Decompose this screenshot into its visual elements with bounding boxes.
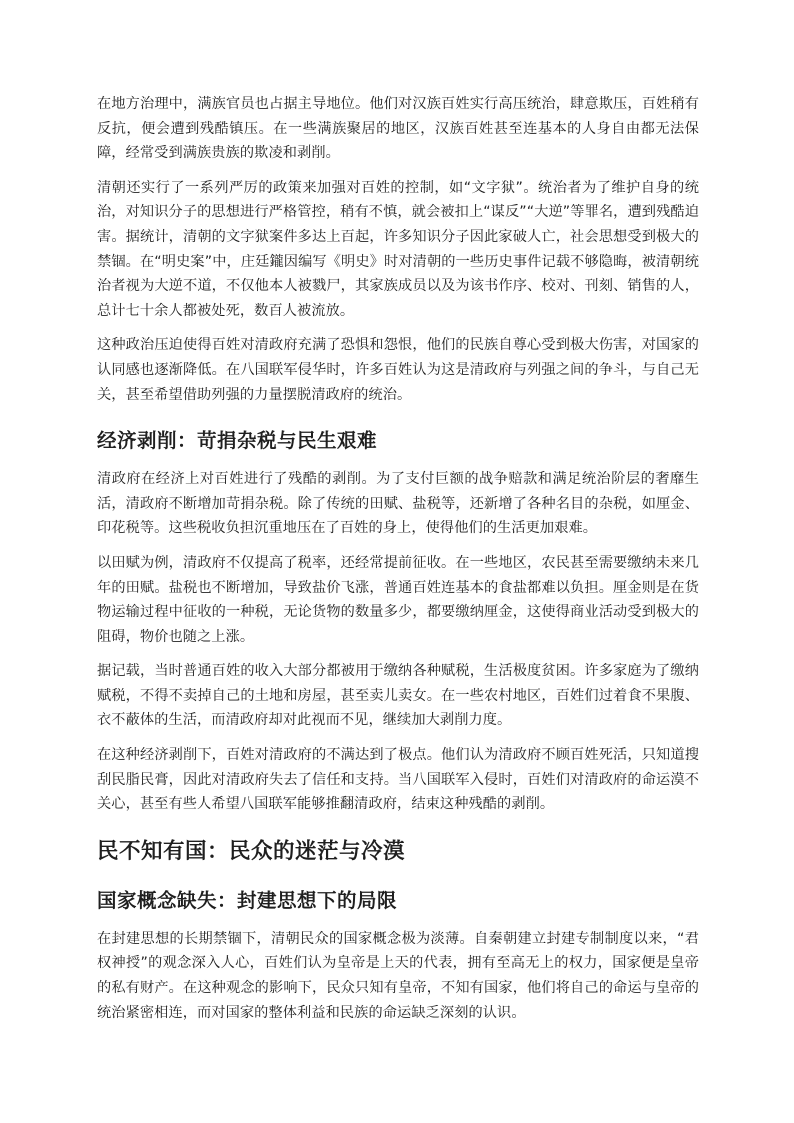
paragraph-land-tax: 以田赋为例，清政府不仅提高了税率，还经常提前征收。在一些地区，农民甚至需要缴纳未来几年的田赋。盐税也不断增加，导致盐价飞涨，普通百姓连基本的食盐都难以负担。厘金则是在货物运输过程中征收的一种税，无论货物的数量多少，都要缴纳厘金，这使得商业活动受到极大的阻碍，物价也随之上涨。: [97, 554, 699, 645]
paragraph-local-governance: 在地方治理中，满族官员也占据主导地位。他们对汉族百姓实行高压统治，肆意欺压，百姓稍有反抗，便会遭到残酷镇压。在一些满族聚居的地区，汉族百姓甚至连基本的人身自由都无法保障，经常受到满族贵族的欺凌和剥削。: [97, 96, 699, 162]
document-page: [97, 92, 699, 1035]
paragraph-political-oppression: 这种政治压迫使得百姓对清政府充满了恐惧和怨恨，他们的民族自尊心受到极大伤害，对国家的认同感也逐渐降低。在八国联军侵华时，许多百姓认为这是清政府与列强之间的争斗，与自己无关，甚至希望借助列强的力量摆脱清政府的统治。: [97, 337, 699, 403]
paragraph-taxes: 清政府在经济上对百姓进行了残酷的剥削。为了支付巨额的战争赔款和满足统治阶层的奢靡生活，清政府不断增加苛捐杂税。除了传统的田赋、盐税等，还新增了各种名目的杂税，如厘金、印花税等。这些税收负担沉重地压在了百姓的身上，使得他们的生活更加艰难。: [97, 471, 699, 537]
paragraph-discontent: 在这种经济剥削下，百姓对清政府的不满达到了极点。他们认为清政府不顾百姓死活，只知道搜刮民脂民膏，因此对清政府失去了信任和支持。当八国联军入侵时，百姓们对清政府的命运漠不关心，甚至有些人希望八国联军能够推翻清政府，结束这种残酷的剥削。: [97, 747, 699, 813]
paragraph-poverty: 据记载，当时普通百姓的收入大部分都被用于缴纳各种赋税，生活极度贫困。许多家庭为了缴纳赋税，不得不卖掉自己的土地和房屋，甚至卖儿卖女。在一些农村地区，百姓们过着食不果腹、衣不蔽体的生活，而清政府却对此视而不见，继续加大剥削力度。: [97, 663, 699, 729]
heading-national-concept: 国家概念缺失：封建思想下的局限: [97, 888, 398, 912]
paragraph-feudal-thought: 在封建思想的长期禁锢下，清朝民众的国家概念极为淡薄。自秦朝建立封建专制制度以来，“君权神授”的观念深入人心，百姓们认为皇帝是上天的代表，拥有至高无上的权力，国家便是皇帝的私有财产。在这种观念的影响下，民众只知有皇帝，不知有国家，他们将自己的命运与皇帝的统治紧密相连，而对国家的整体利益和民族的命运缺乏深刻的认识。: [97, 930, 699, 1021]
heading-people-indifference: 民不知有国：民众的迷茫与冷漠: [97, 838, 406, 864]
heading-economic-exploitation: 经济剥削：苛捐杂税与民生艰难: [97, 429, 378, 453]
paragraph-literary-inquisition: 清朝还实行了一系列严厉的政策来加强对百姓的控制，如“文字狱”。统治者为了维护自身的统治，对知识分子的思想进行严格管控，稍有不慎，就会被扣上“谋反”“大逆”等罪名，遭到残酷迫害。据统计，清朝的文字狱案件多达上百起，许多知识分子因此家破人亡，社会思想受到极大的禁锢。在“明史案”中，庄廷鑨因编写《明史》时对清朝的一些历史事件记载不够隐晦，被清朝统治者视为大逆不道，不仅他本人被戮尸，其家族成员以及为该书作序、校对、刊刻、销售的人，总计七十余人都被处死，数百人被流放。: [97, 179, 699, 319]
